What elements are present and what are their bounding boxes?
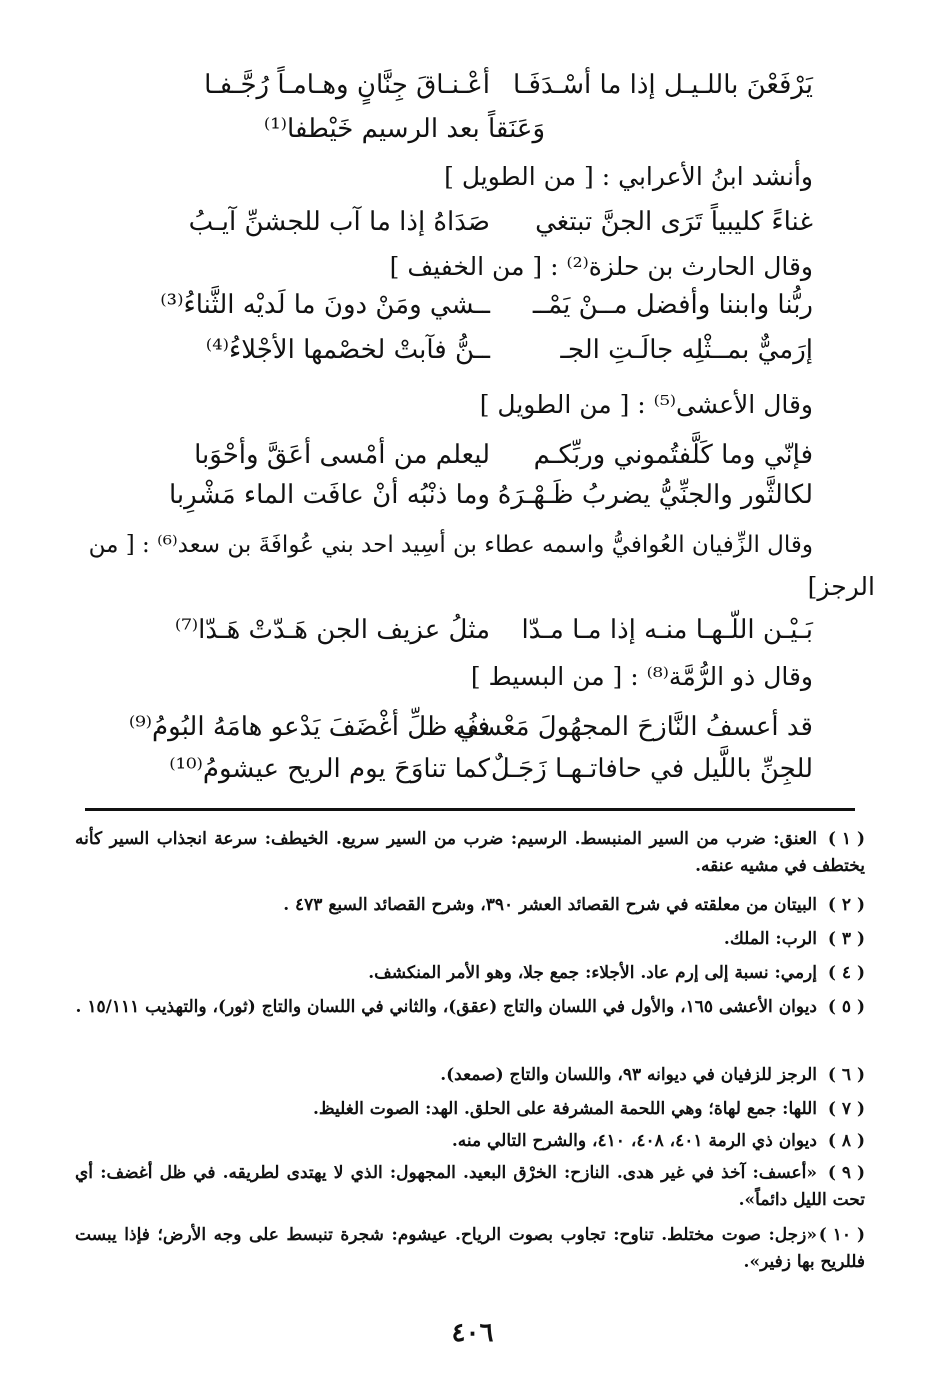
footnote-number: ( ١ ): [827, 829, 865, 849]
footnote-number: ( ٢ ): [827, 895, 865, 915]
footnote: [75, 892, 865, 919]
poet-intro: وقال الزِّفيان العُوافيُّ واسمه عطاء بن أسِيد احد بني عُوافَةَ بن سعد⁽⁶⁾ : [ من: [88, 532, 813, 558]
footnote: [75, 1062, 865, 1089]
poet-intro: وقال الحارث بن حلزة⁽²⁾ : [ من الخفيف ]: [389, 252, 813, 281]
footnote-number: ( ١٠ ): [818, 1225, 865, 1245]
verse-hemistich-right: ربُّنا وابننا وأفضل مــنْ يَمْــ: [532, 290, 813, 320]
verse-hemistich-right: للجِنِّ باللَّيل في حافاتـهـا زَجَـلٌ: [490, 754, 813, 784]
footnote-text: إرمي: نسبة إلى إرم عاد. الأجلاء: جمع جلا، وهو الأمر المنكشف.: [368, 963, 817, 983]
footnote: [75, 826, 865, 880]
verse-hemistich-left: ــنُّ فآبتْ لخصْمها الأجْلاءُ⁽⁴⁾: [205, 335, 490, 365]
verse-hemistich-right: لكالثَّور والجنِّيُّ يضربُ ظَـهْـرَهُ: [497, 480, 813, 510]
poet-intro: وقال الأعشى⁽⁵⁾ : [ من الطويل ]: [479, 390, 813, 419]
footnote-number: ( ٧ ): [827, 1099, 865, 1119]
verse-hemistich-right: قد أعسفُ النَّازحَ المجهُولَ مَعْسفُه: [452, 712, 813, 742]
verse-hemistich-left: ليعلم من أمْسى أعَقَّ وأحْوَبا: [194, 440, 490, 470]
footnote: [75, 1222, 865, 1276]
footnote: [75, 960, 865, 987]
verse-hemistich-right: فإنّي وما كَلَّفتُموني وربِّكـم: [533, 440, 813, 470]
verse-line: وَعَنَقاً بعد الرسيم خَيْطفا⁽¹⁾: [263, 114, 545, 144]
verse-hemistich-left: وما ذنْبُه أنْ عافَت الماء مَشْرِبا: [169, 480, 490, 510]
footnote-text: اللها: جمع لهاة؛ وهي اللحمة المشرفة على الحلق. الهد: الصوت الغليظ.: [312, 1099, 817, 1119]
verse-hemistich-right: غناءً كليبياً تَرَى الجنَّ تبتغي: [535, 207, 813, 237]
footnote-text: العنق: ضرب من السير المنبسط. الرسيم: ضرب من السير سريع. الخيطف: سرعة انجذاب السير كأنه يختطف في مشيه عنقه.: [75, 829, 865, 876]
page-number: ٤٠٦: [451, 1318, 494, 1348]
footnote: [75, 1096, 865, 1123]
footnote-text: «أعسف: آخذ في غير هدى. النازح: الخرْق البعيد. المجهول: الذي لا يهتدى لطريقه. في ظل أغضف: أي تحت الليل دائماً».: [75, 1163, 865, 1210]
footnote-text: الرب: الملك.: [723, 929, 817, 949]
footnote-text: البيتان من معلقته في شرح القصائد العشر ٣٩٠، وشرح القصائد السبع ٤٧٣ .: [283, 895, 817, 915]
footnote-number: ( ٤ ): [827, 963, 865, 983]
footnote-divider: [85, 808, 855, 811]
footnote: [75, 994, 865, 1021]
verse-hemistich-right: يَرْفَعْنَ باللـيـل إذا ما أسْـدَفَـا: [513, 70, 813, 100]
footnote-number: ( ٣ ): [827, 929, 865, 949]
verse-hemistich-left: في ظلِّ أغْضَفَ يَدْعو هامَهُ البُومُ⁽⁹⁾: [128, 712, 490, 742]
verse-hemistich-right: بَـيْـن اللّـهـا منـه إذا مـا مـدّا: [521, 615, 813, 645]
footnote: [75, 926, 865, 953]
verse-hemistich-left: صَدَاهُ إذا ما آب للجشنِّ آيـبُ: [188, 207, 490, 237]
footnote-text: الرجز للزفيان في ديوانه ٩٣، واللسان والتاج (صمعد).: [440, 1065, 817, 1085]
verse-hemistich-left: مثلُ عزيف الجن هَـدّتْ هَـدّا⁽⁷⁾: [174, 615, 490, 645]
footnote-number: ( ٨ ): [827, 1131, 865, 1151]
footnote-number: ( ٦ ): [827, 1065, 865, 1085]
footnote: [75, 1160, 865, 1214]
footnote-number: ( ٥ ): [827, 997, 865, 1017]
poet-intro: وأنشد ابنُ الأعرابي : [ من الطويل ]: [444, 162, 813, 191]
verse-hemistich-left: أعْـنـاقَ جِنَّانٍ وهـامـاً رُجَّـفـا: [204, 70, 490, 100]
footnote-number: ( ٩ ): [827, 1163, 865, 1183]
poet-intro: وقال ذو الرُّمَّة⁽⁸⁾ : [ من البسيط ]: [470, 662, 813, 691]
poet-intro-continued: الرجز]: [807, 572, 875, 601]
footnote: [75, 1128, 865, 1155]
footnote-text: ديوان الأعشى ١٦٥، والأول في اللسان والتاج (عقق)، والثاني في اللسان والتاج (ثور)، والتهذيب ١٥/١١١ .: [75, 997, 817, 1017]
footnote-text: «زجل: صوت مختلط. تناوح: تجاوب بصوت الرياح. عيشوم: شجرة تنبسط على وجه الأرض؛ فإذا يبست فللريح بها زفير».: [75, 1225, 865, 1272]
verse-hemistich-left: ــشي ومَنْ دونَ ما لَديْه الثَّناءُ⁽³⁾: [160, 290, 490, 320]
verse-hemistich-right: إرَميٌّ بمــثْلِه جالَـتِ الجـ: [560, 335, 813, 365]
verse-hemistich-left: كما تناوَحَ يوم الريح عيشومُ⁽¹⁰⁾: [169, 754, 490, 784]
footnote-text: ديوان ذي الرمة ٤٠١، ٤٠٨، ٤١٠، والشرح التالي منه.: [451, 1131, 817, 1151]
